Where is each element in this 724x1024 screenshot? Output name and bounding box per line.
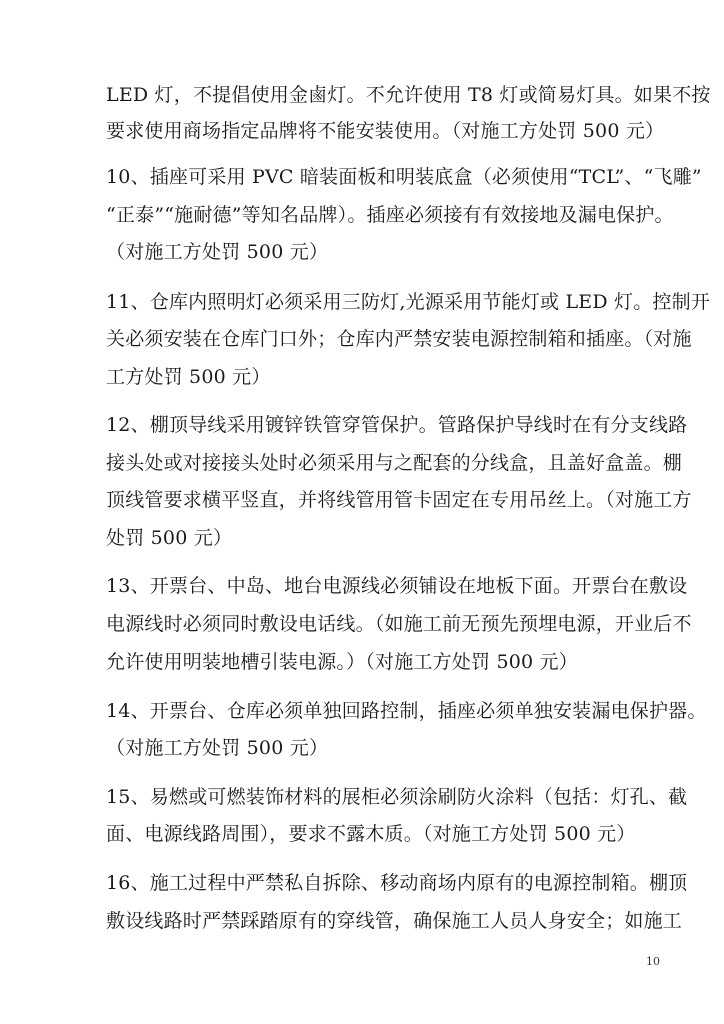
text-line: 16、施工过程中严禁私自拆除、移动商场内原有的电源控制箱。棚顶	[106, 872, 688, 894]
page-number: 10	[646, 955, 660, 968]
text-line: 顶线管要求横平竖直，并将线管用管卡固定在专用吊丝上。（对施工方	[106, 489, 692, 511]
text-line: 关必须安装在仓库门口外；仓库内严禁安装电源控制箱和插座。（对施	[106, 328, 692, 350]
text-line: LED 灯，不提倡使用金鹵灯。不允许使用 T8 灯或简易灯具。如果不按	[106, 84, 711, 106]
text-line: 敷设线路时严禁踩踏原有的穿线管，确保施工人员人身安全；如施工	[106, 910, 683, 932]
text-line: 要求使用商场指定品牌将不能安装使用。（对施工方处罚 500 元）	[106, 120, 665, 142]
text-line: 12、棚顶导线采用镀锌铁管穿管保护。管路保护导线时在有分支线路	[106, 414, 688, 436]
text-line: 10、插座可采用 PVC 暗装面板和明装底盒（必须使用“TCL”、“飞雕”	[106, 166, 702, 188]
text-line: 面、电源线路周围），要求不露木质。（对施工方处罚 500 元）	[106, 823, 636, 845]
text-line: 电源线时必须同时敷设电话线。（如施工前无预先预埋电源，开业后不	[106, 613, 692, 635]
text-line: 11、仓库内照明灯必须采用三防灯,光源采用节能灯或 LED 灯。控制开	[106, 291, 711, 313]
text-line: 处罚 500 元）	[106, 527, 233, 549]
text-line: 工方处罚 500 元）	[106, 366, 271, 388]
text-line: 15、易燃或可燃装饰材料的展柜必须涂刷防火涂料（包括：灯孔、截	[106, 786, 688, 808]
text-line: 14、开票台、仓库必须单独回路控制，插座必须单独安装漏电保护器。	[106, 700, 707, 722]
text-line: 13、开票台、中岛、地台电源线必须铺设在地板下面。开票台在敷设	[106, 575, 688, 597]
text-line: “正泰”“施耐德”等知名品牌）。插座必须接有有效接地及漏电保护。	[106, 204, 674, 226]
text-line: （对施工方处罚 500 元）	[106, 737, 329, 759]
text-line: （对施工方处罚 500 元）	[106, 241, 329, 263]
text-line: 允许使用明装地槽引装电源。）（对施工方处罚 500 元）	[106, 651, 578, 673]
text-line: 接头处或对接接头处时必须采用与之配套的分线盒，且盖好盒盖。棚	[106, 452, 683, 474]
